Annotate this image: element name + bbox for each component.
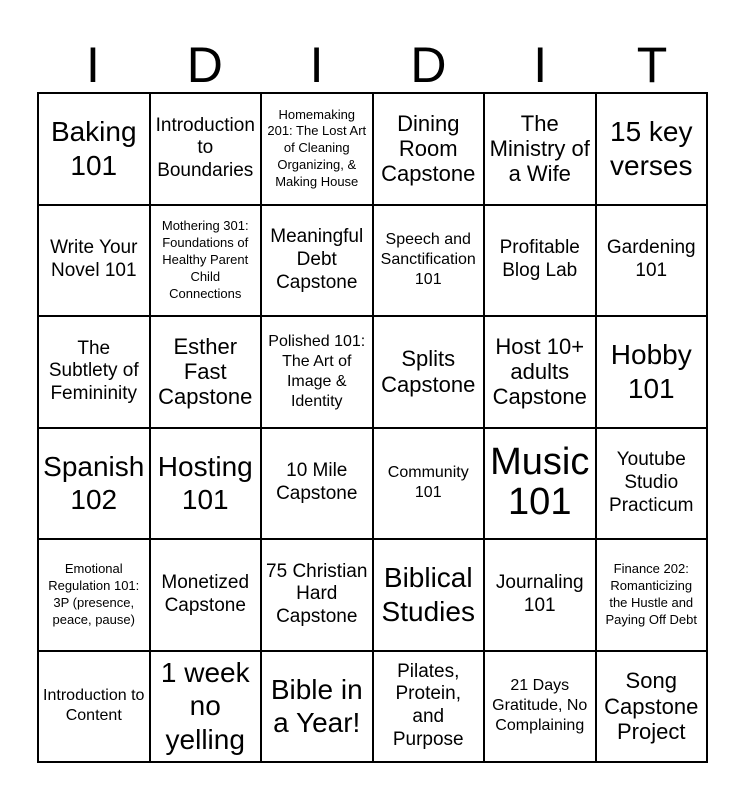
bingo-cell[interactable] [150,93,262,205]
bingo-cell[interactable] [484,316,596,428]
bingo-cell[interactable] [38,316,150,428]
cell-text: Biblical Studies [381,562,475,627]
header-letter: D [410,37,447,93]
cell-text: Baking 101 [50,116,137,181]
cell-text: Spanish 102 [43,450,145,516]
bingo-cell[interactable] [150,316,262,428]
cell-text: Write Your Novel 101 [50,237,138,282]
bingo-header [37,38,708,92]
bingo-cell[interactable] [373,93,485,205]
cell-text: Community 101 [387,464,469,502]
cell-text: The Ministry of a Wife [489,110,590,187]
cell-text: Music 101 [490,441,590,524]
bingo-cell[interactable] [38,539,150,651]
bingo-cell[interactable] [150,205,262,317]
cell-text: Speech and Sanctification 101 [380,231,476,289]
bingo-cell[interactable] [38,651,150,763]
cell-text: Gardening 101 [606,237,696,282]
cell-text: 10 Mile Capstone [276,460,358,505]
cell-text: Polished 101: The Art of Image & Identity [268,332,366,410]
header-letter: I [309,37,324,93]
bingo-cell[interactable] [373,539,485,651]
cell-text: Song Capstone Project [604,668,699,744]
bingo-cell[interactable] [150,651,262,763]
cell-text: Splits Capstone [381,346,476,397]
bingo-cell[interactable] [596,651,708,763]
header-letter: I [533,37,548,93]
cell-text: Profitable Blog Lab [499,237,580,282]
cell-text: Homemaking 201: The Lost Art of Cleaning Organizing, & Making House [267,106,367,190]
cell-text: Youtube Studio Practicum [609,449,694,516]
bingo-cell[interactable] [150,539,262,651]
cell-text: Emotional Regulation 101: 3P (presence, peace, pause) [48,560,140,627]
bingo-cell[interactable] [596,539,708,651]
cell-text: Finance 202: Romanticizing the Hustle and Paying Off Debt [605,560,698,627]
cell-text: 75 Christian Hard Capstone [266,560,368,628]
cell-text: Journaling 101 [495,571,584,616]
cell-text: Mothering 301: Foundations of Healthy Parent Child Connections [161,218,249,301]
bingo-cell[interactable] [261,651,373,763]
cell-text: Pilates, Protein, and Purpose [392,660,464,751]
cell-text: Monetized Capstone [161,571,250,616]
cell-text: 21 Days Gratitude, No Complaining [492,677,588,735]
header-letter: I [85,37,100,93]
bingo-grid [37,92,708,763]
bingo-cell[interactable] [261,205,373,317]
bingo-cell[interactable] [596,93,708,205]
header-letter: T [636,37,668,93]
bingo-cell[interactable] [261,539,373,651]
header-letter: D [186,37,223,93]
cell-text: Bible in a Year! [270,673,363,739]
bingo-cell[interactable] [261,93,373,205]
cell-text: Introduction to Content [43,687,145,725]
cell-text: Hosting 101 [157,450,253,516]
bingo-cell[interactable] [38,428,150,540]
bingo-cell[interactable] [596,316,708,428]
cell-text: Host 10+ adults Capstone [492,333,587,410]
cell-text: Meaningful Debt Capstone [270,226,364,293]
bingo-cell[interactable] [150,428,262,540]
cell-text: Hobby 101 [610,339,692,404]
cell-text: Introduction to Boundaries [155,114,255,182]
bingo-cell[interactable] [38,93,150,205]
bingo-cell[interactable] [484,539,596,651]
cell-text: 1 week no yelling [160,656,250,756]
bingo-cell[interactable] [484,428,596,540]
bingo-cell[interactable] [484,205,596,317]
cell-text: 15 key verses [610,116,693,181]
bingo-cell[interactable] [373,316,485,428]
bingo-cell[interactable] [596,428,708,540]
bingo-cell[interactable] [261,428,373,540]
bingo-cell[interactable] [373,651,485,763]
cell-text: Esther Fast Capstone [158,333,253,410]
bingo-cell[interactable] [484,93,596,205]
bingo-cell[interactable] [373,205,485,317]
bingo-cell[interactable] [38,205,150,317]
bingo-cell[interactable] [261,316,373,428]
bingo-cell[interactable] [596,205,708,317]
bingo-cell[interactable] [373,428,485,540]
bingo-cell[interactable] [484,651,596,763]
cell-text: Dining Room Capstone [381,110,476,187]
cell-text: The Subtlety of Femininity [48,337,139,405]
